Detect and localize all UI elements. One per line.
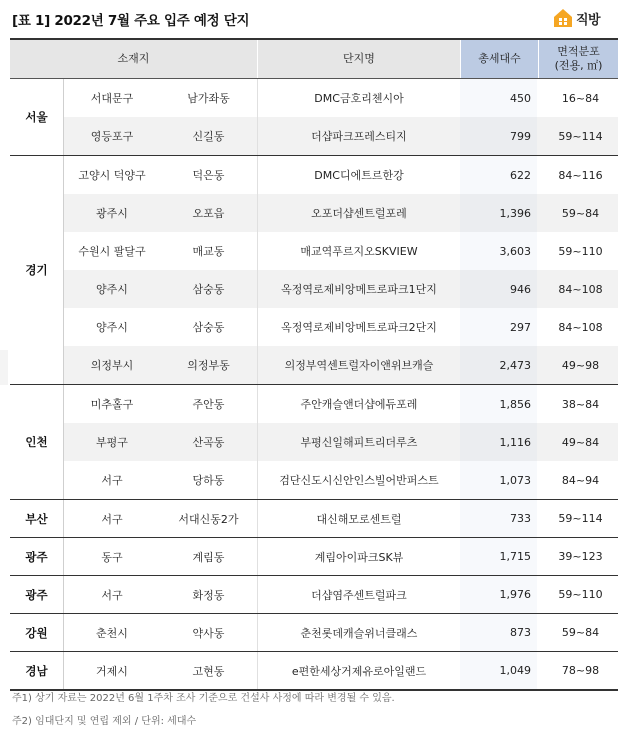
area-cell: 39~123 — [558, 550, 603, 563]
dong-cell: 고현동 — [160, 652, 258, 689]
footnote-2: 주2) 임대단지 및 연립 제외 / 단위: 세대수 — [12, 716, 197, 727]
complex-name-cell: 더샵파크프레스티지 — [311, 130, 407, 143]
dong-cell: 산곡동 — [160, 423, 258, 461]
table-body — [10, 79, 618, 689]
city-cell: 춘천시 — [96, 626, 128, 640]
city-cell: 양주시 — [96, 283, 128, 296]
city-cell: 고양시 덕양구 — [78, 169, 146, 182]
region-label: 인천 — [10, 385, 64, 499]
complex-name-cell: 오포더샵센트럴포레 — [311, 207, 407, 220]
city-cell: 의정부시 — [90, 359, 134, 372]
header-area — [539, 40, 618, 78]
area-cell: 49~84 — [561, 435, 600, 449]
city-cell: 서구 — [101, 512, 123, 526]
table-row — [64, 346, 618, 384]
table-header — [10, 40, 618, 79]
city-cell: 동구 — [101, 550, 123, 564]
page-edge-marker — [0, 350, 8, 385]
complex-name-cell: 부평신일해피트리더루츠 — [300, 436, 418, 449]
area-cell: 59~84 — [561, 626, 600, 639]
region-rows — [64, 614, 618, 651]
city-cell: 미추홀구 — [90, 398, 134, 411]
dong-cell: 서대신동2가 — [160, 500, 258, 537]
table-row — [64, 576, 618, 613]
dong-cell: 삼숭동 — [160, 270, 258, 308]
city-cell: 서구 — [101, 588, 123, 602]
area-cell: 16~84 — [561, 91, 600, 105]
units-cell: 1,856 — [460, 385, 537, 423]
table-row — [64, 194, 618, 232]
dong-cell: 화정동 — [160, 576, 258, 613]
complex-name-cell: 검단신도시신안인스빌어반퍼스트 — [279, 474, 439, 487]
region-label: 경남 — [10, 652, 64, 689]
complex-name-cell: 의정부역센트럴자이앤위브캐슬 — [284, 359, 434, 372]
header-area-line2: (전용, ㎡) — [554, 59, 603, 72]
city-cell: 수원시 팔달구 — [78, 245, 146, 258]
region-group — [10, 79, 618, 156]
dong-cell: 당하동 — [160, 461, 258, 499]
dong-cell: 삼숭동 — [160, 308, 258, 346]
dong-cell: 약사동 — [160, 614, 258, 651]
units-cell: 1,049 — [460, 652, 537, 689]
region-group — [10, 614, 618, 652]
city-cell: 서대문구 — [90, 92, 134, 105]
region-label: 광주 — [10, 576, 64, 613]
dong-cell: 의정부동 — [160, 346, 258, 384]
city-cell: 거제시 — [96, 664, 128, 678]
complex-name-cell: 매교역푸르지오SKVIEW — [300, 245, 418, 258]
region-group — [10, 156, 618, 385]
complex-name-cell: 계림아이파크SK뷰 — [314, 550, 404, 564]
region-rows — [64, 652, 618, 689]
table-row — [64, 79, 618, 117]
table-row — [64, 117, 618, 155]
zigbang-logo — [553, 7, 600, 29]
area-cell: 59~84 — [561, 206, 600, 220]
region-label: 서울 — [10, 79, 64, 155]
table-row — [64, 423, 618, 461]
city-cell: 서구 — [101, 474, 123, 487]
header-complex: 단지명 — [258, 40, 461, 78]
region-group — [10, 538, 618, 576]
header-units: 총세대수 — [461, 40, 539, 78]
table-row — [64, 232, 618, 270]
dong-cell: 매교동 — [160, 232, 258, 270]
region-rows — [64, 156, 618, 384]
area-cell: 38~84 — [561, 397, 600, 411]
units-cell: 1,976 — [460, 576, 537, 613]
units-cell: 450 — [460, 79, 537, 117]
city-cell: 양주시 — [96, 321, 128, 334]
units-cell: 297 — [460, 308, 537, 346]
complex-name-cell: 더샵염주센트럴파크 — [311, 588, 407, 602]
complex-name-cell: DMC디에트르한강 — [314, 169, 404, 182]
region-rows — [64, 385, 618, 499]
region-group — [10, 576, 618, 614]
units-cell: 2,473 — [460, 346, 537, 384]
table-row — [64, 652, 618, 689]
area-cell: 59~114 — [558, 129, 603, 143]
table-title: [표 1] 2022년 7월 주요 입주 예정 단지 — [12, 13, 250, 29]
units-cell: 622 — [460, 156, 537, 194]
area-cell: 84~108 — [558, 282, 603, 296]
area-cell: 84~94 — [561, 473, 600, 487]
complex-name-cell: 옥정역로제비앙메트로파크1단지 — [281, 283, 437, 296]
table-row — [64, 538, 618, 575]
table-row — [64, 156, 618, 194]
dong-cell: 덕은동 — [160, 156, 258, 194]
table-row — [64, 385, 618, 423]
units-cell: 1,116 — [460, 423, 537, 461]
area-cell: 84~116 — [558, 168, 603, 182]
region-rows — [64, 538, 618, 575]
units-cell: 873 — [460, 614, 537, 651]
units-cell: 1,715 — [460, 538, 537, 575]
region-rows — [64, 500, 618, 537]
dong-cell: 주안동 — [160, 385, 258, 423]
complex-name-cell: 춘천롯데캐슬위너클래스 — [300, 626, 418, 640]
region-label: 강원 — [10, 614, 64, 651]
complex-name-cell: 옥정역로제비앙메트로파크2단지 — [281, 321, 437, 334]
complex-name-cell: DMC금호리첸시아 — [314, 92, 404, 105]
region-rows — [64, 576, 618, 613]
city-cell: 부평구 — [96, 436, 128, 449]
dong-cell: 남가좌동 — [160, 79, 258, 117]
header-location: 소재지 — [10, 40, 258, 78]
house-icon — [553, 8, 573, 28]
units-cell: 1,396 — [460, 194, 537, 232]
header-area-line1: 면적분포 — [557, 45, 600, 58]
complex-name-cell: e편한세상거제유로아일랜드 — [291, 664, 427, 678]
units-cell: 3,603 — [460, 232, 537, 270]
area-cell: 59~110 — [558, 244, 603, 258]
dong-cell: 계림동 — [160, 538, 258, 575]
city-cell: 영등포구 — [90, 130, 134, 143]
region-label: 광주 — [10, 538, 64, 575]
dong-cell: 신길동 — [160, 117, 258, 155]
dong-cell: 오포읍 — [160, 194, 258, 232]
region-label: 경기 — [10, 156, 64, 384]
table-row — [64, 500, 618, 537]
table-row — [64, 270, 618, 308]
complex-name-cell: 주안캐슬앤더샵에듀포레 — [300, 398, 418, 411]
units-cell: 733 — [460, 500, 537, 537]
move-in-table — [10, 38, 618, 691]
region-group — [10, 385, 618, 500]
logo-text: 직방 — [576, 12, 601, 28]
units-cell: 1,073 — [460, 461, 537, 499]
units-cell: 946 — [460, 270, 537, 308]
area-cell: 84~108 — [558, 320, 603, 334]
region-label: 부산 — [10, 500, 64, 537]
units-cell: 799 — [460, 117, 537, 155]
area-cell: 49~98 — [561, 358, 600, 372]
table-row — [64, 308, 618, 346]
table-row — [64, 461, 618, 499]
city-cell: 광주시 — [96, 207, 128, 220]
region-group — [10, 500, 618, 538]
area-cell: 78~98 — [561, 664, 600, 677]
footnote-1: 주1) 상기 자료는 2022년 6월 1주차 조사 기준으로 건설사 사정에 따라 변경될 수 있음. — [12, 693, 395, 704]
complex-name-cell: 대신해모로센트럴 — [316, 512, 402, 526]
region-group — [10, 652, 618, 689]
area-cell: 59~110 — [558, 588, 603, 601]
area-cell: 59~114 — [558, 512, 603, 525]
table-row — [64, 614, 618, 651]
region-rows — [64, 79, 618, 155]
